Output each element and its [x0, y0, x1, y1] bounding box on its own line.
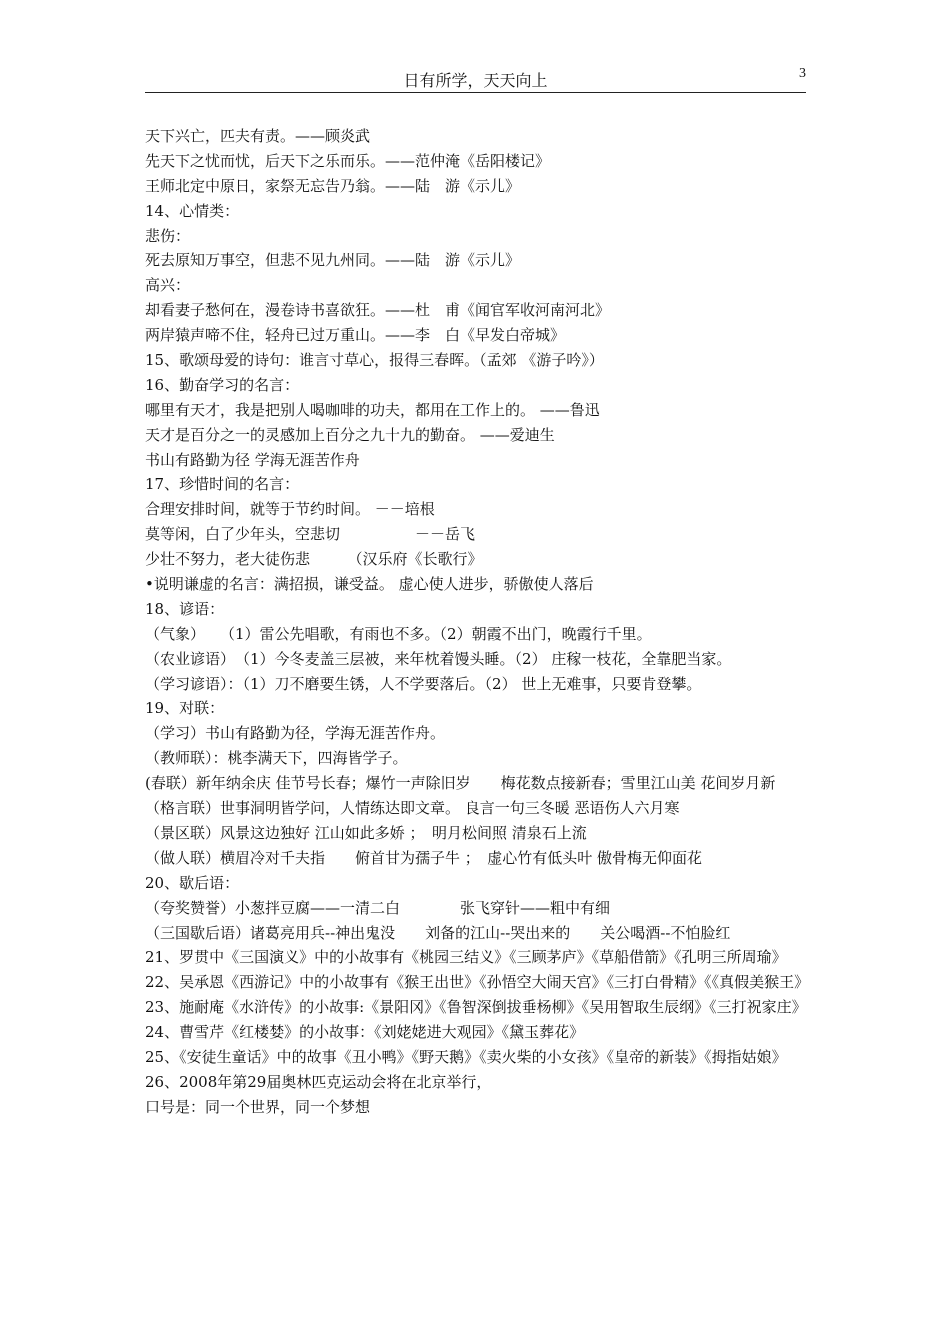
subheading: 高兴： — [145, 276, 191, 295]
section-heading: 14、心情类： — [145, 201, 240, 220]
xiehouyu-line: （夸奖赞誉）小葱拌豆腐——一清二白 张飞穿针——粗中有细 — [145, 898, 611, 917]
proverb-line: （农业谚语） （1）今冬麦盖三层被，来年枕着馒头睡。（2） 庄稼一枝花，全靠肥当家。 — [145, 649, 732, 668]
olympics-line: 26、2008年第29届奥林匹克运动会将在北京举行， — [145, 1072, 492, 1091]
section-heading: 17、珍惜时间的名言： — [145, 475, 300, 494]
xiehouyu-line: （三国歇后语）诸葛亮用兵--神出鬼没 刘备的江山--哭出来的 关公喝酒--不怕脸红 — [145, 923, 731, 942]
quote-line: 王师北定中原日，家祭无忘告乃翁。——陆 游《示儿》 — [145, 176, 521, 195]
couplet-line: （格言联）世事洞明皆学问，人情练达即文章。 良言一句三冬暖 恶语伤人六月寒 — [145, 799, 680, 818]
quote-line: 天下兴亡，匹夫有责。——顾炎武 — [145, 127, 371, 145]
couplet-line: （教师联）：桃李满天下，四海皆学子。 — [145, 749, 408, 768]
story-line: 25、《安徒生童话》中的故事《丑小鸭》《野天鹅》《卖火柴的小女孩》《皇帝的新装》《拇指姑娘》 — [145, 1048, 787, 1066]
quote-line: 莫等闲，白了少年头，空悲切 －－岳飞 — [145, 525, 476, 544]
section-heading: 19、对联： — [145, 699, 225, 718]
header-title: 日有所学，天天向上 — [403, 71, 548, 90]
bullet-line: •说明谦虚的名言：满招损，谦受益。 虚心使人进步，骄傲使人落后 — [145, 575, 594, 594]
quote-line: 死去原知万事空，但悲不见九州同。——陆 游《示儿》 — [145, 251, 521, 270]
quote-line: 天才是百分之一的灵感加上百分之九十九的勤奋。 ——爱迪生 — [145, 425, 555, 444]
couplet-line: （学习）书山有路勤为径，学海无涯苦作舟。 — [145, 724, 446, 743]
couplet-line: （做人联）横眉冷对千夫指 俯首甘为孺子牛 ； 虚心竹有低头叶 傲骨梅无仰面花 — [145, 848, 703, 867]
section-heading: 20、歇后语： — [145, 873, 240, 892]
page-header — [145, 62, 806, 93]
story-line: 21、罗贯中《三国演义》中的小故事有《桃园三结义》《三顾茅庐》《草船借箭》《孔明三所周瑜》 — [145, 948, 787, 967]
quote-line: 哪里有天才，我是把别人喝咖啡的功夫，都用在工作上的。 ——鲁迅 — [145, 400, 600, 419]
proverb-line: （学习谚语）：（1）刀不磨要生锈，人不学要落后。（2） 世上无难事，只要肯登攀。 — [145, 674, 702, 693]
quote-line: 合理安排时间，就等于节约时间。 －－培根 — [145, 500, 435, 519]
subheading: 悲伤： — [145, 226, 191, 245]
quote-line: 却看妻子愁何在，漫卷诗书喜欲狂。——杜 甫《闻官军收河南河北》 — [145, 301, 611, 320]
story-line: 23、施耐庵《水浒传》的小故事:《景阳冈》《鲁智深倒拔垂杨柳》《吴用智取生辰纲》《三打祝家庄》 — [145, 998, 807, 1017]
proverb-line: （气象） （1）雷公先唱歌，有雨也不多。（2）朝霞不出门，晚霞行千里。 — [145, 624, 652, 643]
couplet-line: (春联）新年纳余庆 佳节号长春；爆竹一声除旧岁 梅花数点接新春；雪里江山美 花间岁月新 — [145, 774, 776, 793]
section-heading: 15、歌颂母爱的诗句：谁言寸草心，报得三春晖。（孟郊 《游子吟》） — [145, 351, 604, 370]
section-heading: 16、勤奋学习的名言： — [145, 375, 300, 394]
quote-line: 两岸猿声啼不住，轻舟已过万重山。——李 白《早发白帝城》 — [145, 326, 566, 345]
quote-line: 少壮不努力，老大徒伤悲 （汉乐府《长歌行》 — [145, 550, 483, 569]
story-line: 22、吴承恩《西游记》中的小故事有《猴王出世》《孙悟空大闹天宫》《三打白骨精》《《真假美猴王》 — [145, 973, 810, 992]
quote-line: 书山有路勤为径 学海无涯苦作舟 — [145, 450, 360, 469]
page-number: 3 — [799, 66, 806, 81]
section-heading: 18、谚语： — [145, 599, 225, 618]
quote-line: 先天下之忧而忧，后天下之乐而乐。——范仲淹《岳阳楼记》 — [145, 151, 551, 170]
couplet-line: （景区联）风景这边独好 江山如此多娇 ； 明月松间照 清泉石上流 — [145, 823, 587, 842]
document-body — [145, 124, 813, 1120]
story-line: 24、曹雪芹《红楼婪》的小故事：《刘姥姥进大观园》《黛玉葬花》 — [145, 1023, 585, 1042]
slogan-line: 口号是：同一个世界，同一个梦想 — [145, 1097, 371, 1116]
